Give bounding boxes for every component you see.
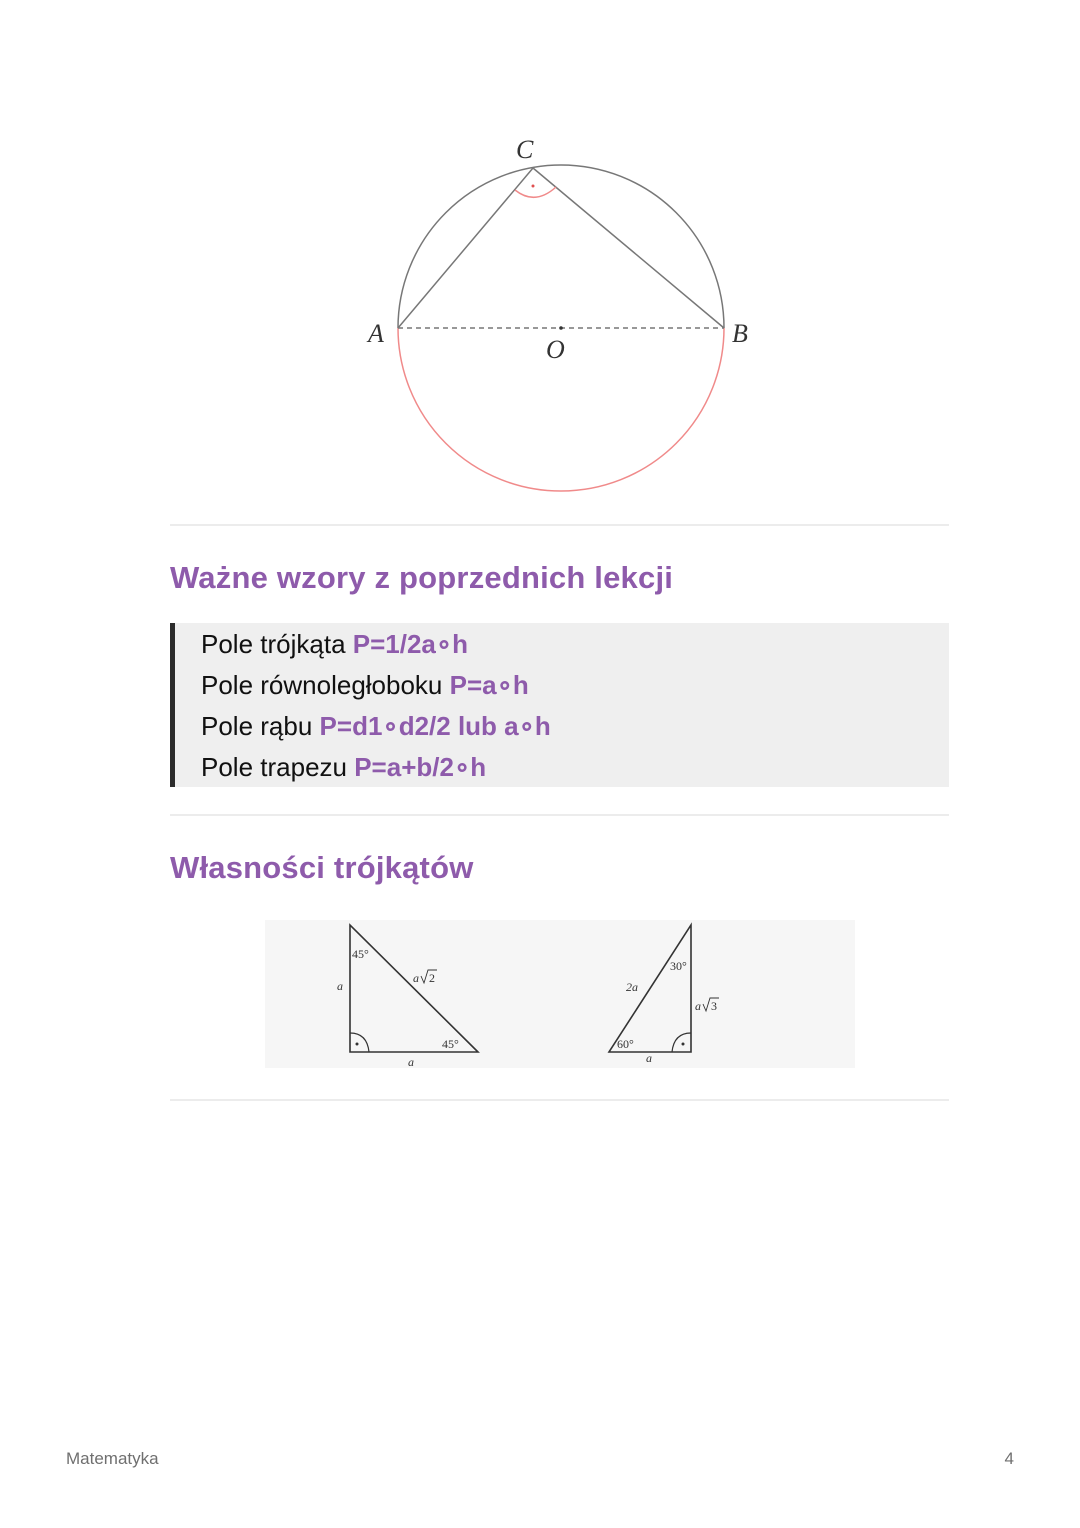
footer-subject: Matematyka	[66, 1449, 159, 1468]
divider	[170, 814, 949, 816]
t1-hyp-prefix: a	[413, 971, 419, 985]
t1-side-left: a	[337, 979, 343, 993]
t1-angle-top: 45°	[352, 947, 369, 961]
t2-side-bottom: a	[646, 1051, 652, 1065]
t1-hyp-root: 2	[429, 971, 435, 985]
t2-angle-top: 30°	[670, 959, 687, 973]
upper-arc	[398, 165, 724, 328]
t2-side-right-prefix: a	[695, 999, 701, 1013]
formula-line	[201, 752, 486, 783]
t2-side-right-root: 3	[711, 999, 717, 1013]
side-cb	[533, 168, 724, 328]
formula-value: P=1/2a∘h	[352, 629, 469, 659]
label-c: C	[516, 135, 534, 164]
label-b: B	[732, 319, 748, 348]
t1-angle-right: 45°	[442, 1037, 459, 1051]
inscribed-triangle-figure	[340, 120, 760, 510]
formula-value: P=a∘h	[449, 670, 529, 700]
divider	[170, 524, 949, 526]
right-angle-mark	[515, 187, 556, 197]
t2-angle-left: 60°	[617, 1037, 634, 1051]
label-o: O	[546, 335, 565, 364]
formula-value: P=a+b/2∘h	[354, 752, 487, 782]
t2-side-hyp: 2a	[626, 980, 638, 994]
formula-quote-block	[170, 623, 949, 787]
formula-label: Pole trapezu	[201, 752, 347, 782]
label-a: A	[368, 319, 384, 348]
formula-line	[201, 670, 529, 701]
page-number: 4	[1004, 1449, 1014, 1468]
center-point	[559, 326, 563, 330]
formula-line	[201, 629, 468, 660]
formula-label: Pole równoległoboku	[201, 670, 443, 700]
formula-value: P=d1∘d2/2 lub a∘h	[319, 711, 551, 741]
section-title-formulas: Ważne wzory z poprzednich lekcji	[170, 560, 674, 595]
divider	[170, 1099, 949, 1101]
formula-line	[201, 711, 551, 742]
special-triangles-figure	[265, 920, 855, 1068]
section-title-triangles: Własności trójkątów	[170, 850, 474, 885]
t1-side-bottom: a	[408, 1055, 414, 1068]
formula-label: Pole rąbu	[201, 711, 313, 741]
right-angle-dot	[532, 185, 535, 188]
formula-label: Pole trójkąta	[201, 629, 346, 659]
